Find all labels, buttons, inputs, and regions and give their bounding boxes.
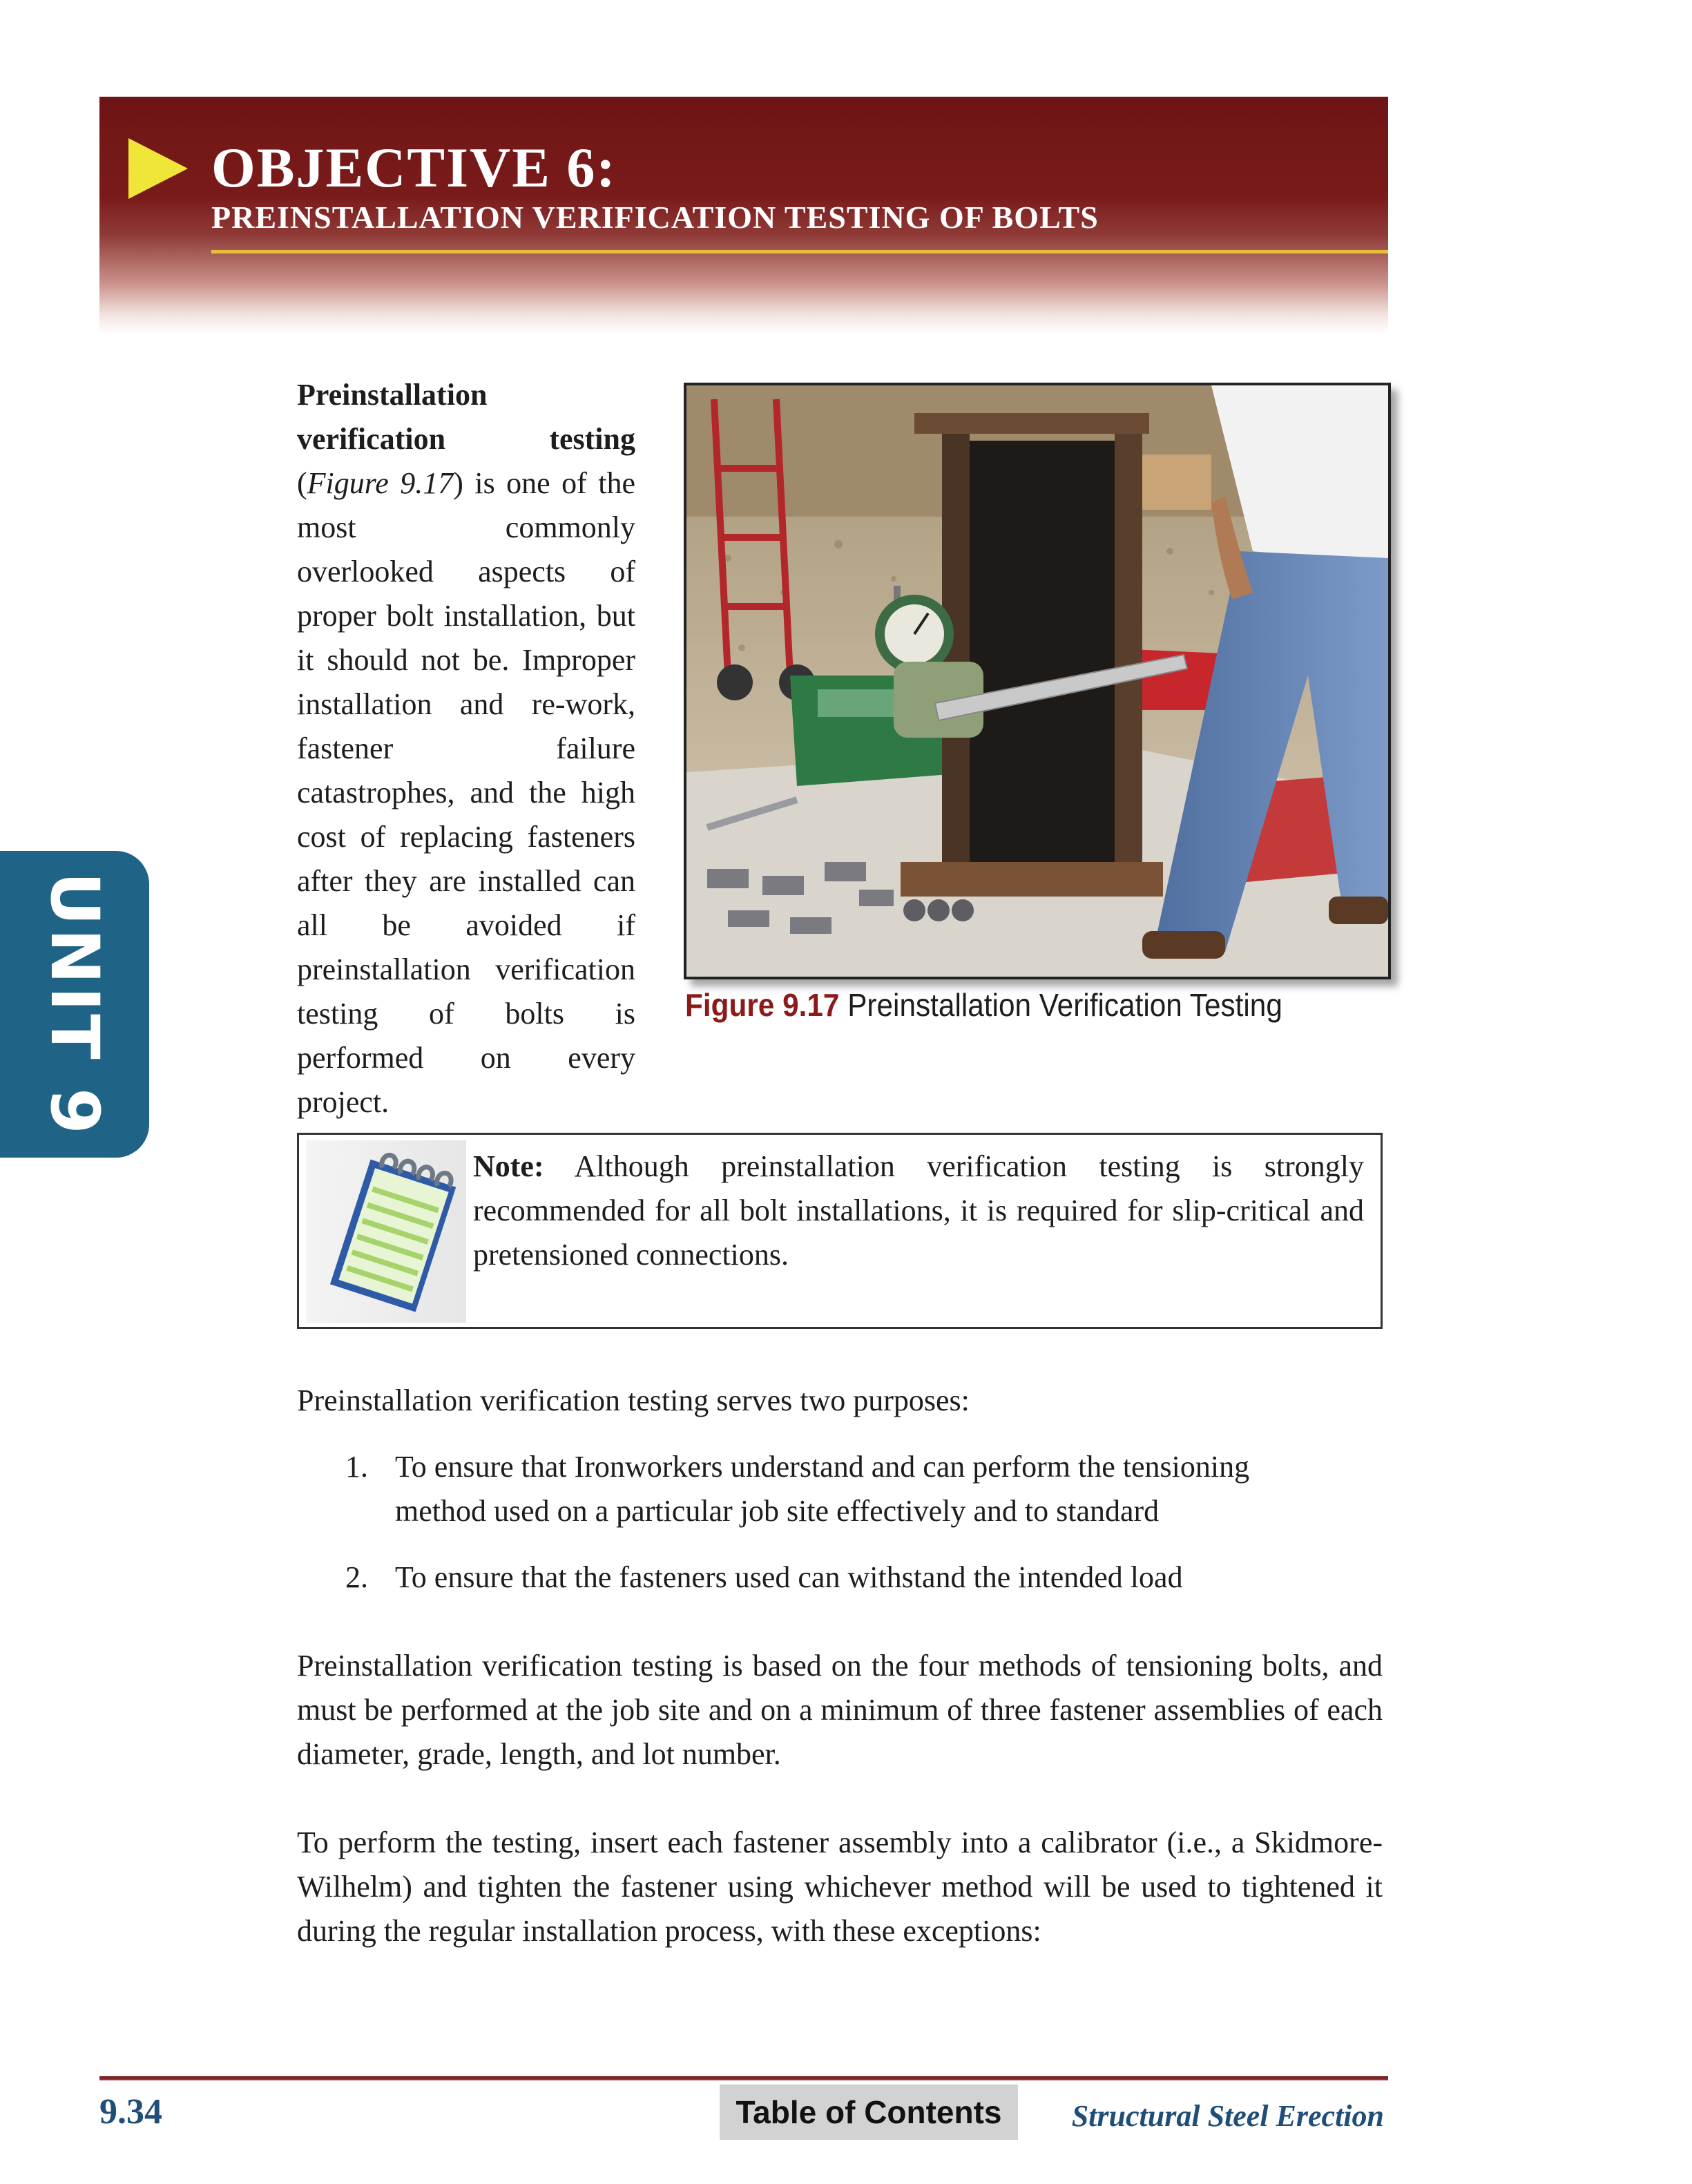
intro-bold-lead: Preinstallation verification testing	[297, 378, 635, 456]
footer-divider	[99, 2076, 1388, 2080]
page-number: 9.34	[99, 2092, 162, 2132]
methods-paragraph: Preinstallation verification testing is based on the four methods of tensioning bolts, and must be performed at the job site and on a minimum of three fastener assemblies of each diameter, grade, length, and lot number.	[297, 1649, 1383, 1771]
figure-caption-text: Preinstallation Verification Testing	[839, 987, 1282, 1023]
note-body: Although preinstallation verification testing is strongly recommended for all bolt installations, it is required for slip-critical and pretensioned connections.	[473, 1149, 1364, 1272]
unit-tab-label: UNIT 9	[36, 872, 113, 1137]
note-box	[297, 1133, 1383, 1329]
note-text	[473, 1144, 1364, 1277]
note-label: Note:	[473, 1149, 544, 1183]
intro-paragraph	[297, 373, 635, 1124]
figure-photo	[684, 383, 1391, 979]
book-title: Structural Steel Erection	[1071, 2099, 1384, 2133]
notepad-icon-graphic	[306, 1140, 466, 1323]
list-item-number: 1.	[345, 1450, 368, 1484]
table-of-contents-button[interactable]: Table of Contents	[720, 2085, 1018, 2140]
notepad-icon	[306, 1140, 466, 1323]
objective-title: OBJECTIVE 6:	[211, 136, 617, 199]
objective-subtitle: PREINSTALLATION VERIFICATION TESTING OF BOLTS	[211, 200, 1099, 235]
intro-paren-open: (	[297, 466, 307, 500]
figure-caption	[685, 986, 1282, 1024]
perform-paragraph: To perform the testing, insert each fastener assembly into a calibrator (i.e., a Skidmore-Wilhelm) and tighten the fastener using whichever method will be used to tightened it during the regular installation process, with these exceptions:	[297, 1826, 1383, 1948]
objective-banner	[99, 97, 1388, 334]
figure-label: Figure 9.17	[685, 987, 840, 1023]
intro-rest: ) is one of the most commonly overlooked aspects of proper bolt installation, but it should not be. Improper installation and re-work, fastener failure catastrophes, and the high cost of replacing fasteners after they are installed can all be avoided if preinstallation verification testing of bolts is performed on every project.	[297, 466, 635, 1119]
purposes-intro: Preinstallation verification testing serves two purposes:	[297, 1383, 970, 1417]
play-arrow-icon	[128, 138, 188, 199]
list-item-number: 2.	[345, 1560, 368, 1594]
unit-side-tab[interactable]	[0, 851, 149, 1158]
list-item-text: To ensure that the fasteners used can withstand the intended load	[395, 1560, 1183, 1594]
intro-figure-ref: Figure 9.17	[307, 466, 454, 500]
list-item-text: To ensure that Ironworkers understand and can perform the tensioning method used on a particular job site effectively and to standard	[395, 1450, 1250, 1528]
banner-divider	[211, 250, 1388, 253]
calibrator-photo-illustration	[686, 385, 1388, 977]
